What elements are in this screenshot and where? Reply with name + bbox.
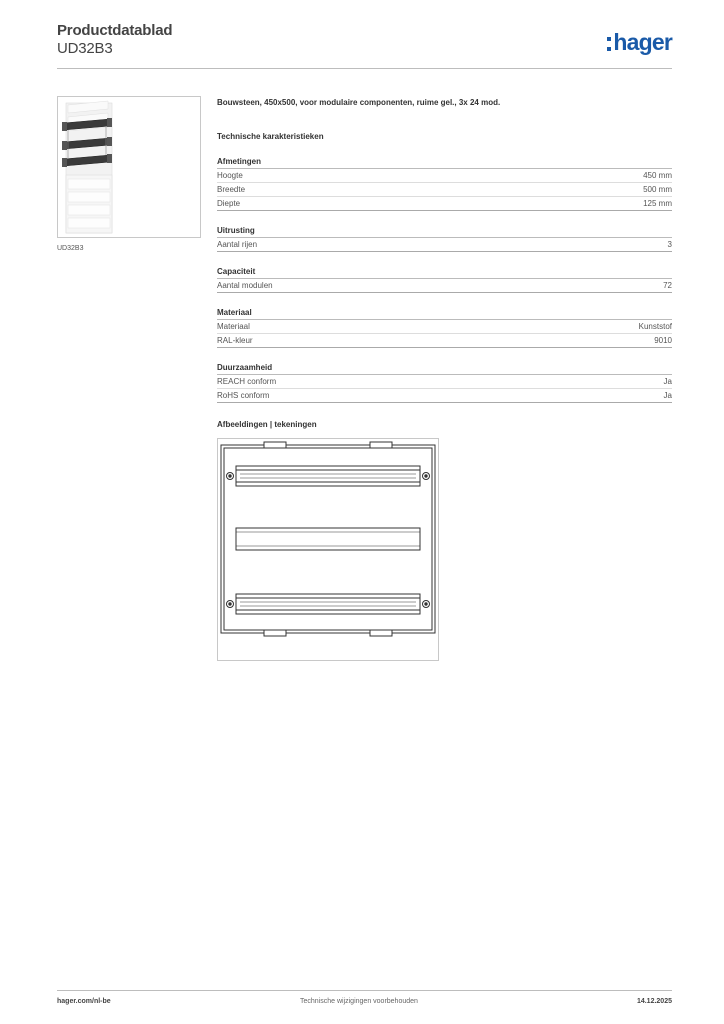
spec-group-dimensions [217,156,672,211]
spec-row [217,320,672,334]
spec-value: 3 [667,240,672,249]
footer-notice: Technische wijzigingen voorbehouden [300,998,418,1005]
spec-label: Hoogte [217,171,243,180]
specifications [217,97,672,403]
spec-value: Ja [663,377,672,386]
technical-heading: Technische karakteristieken [217,132,324,141]
logo-wordmark: hager [613,29,672,55]
footer-divider [57,990,672,991]
spec-row [217,279,672,293]
spec-value: Ja [663,391,672,400]
spec-value: 500 mm [643,185,672,194]
spec-group-title: Afmetingen [217,156,672,169]
spec-label: Aantal rijen [217,240,258,249]
spec-row [217,238,672,252]
spec-value: 450 mm [643,171,672,180]
product-caption: UD32B3 [57,245,84,252]
spec-label: RoHS conform [217,391,270,400]
spec-group-title: Capaciteit [217,266,672,279]
product-description: Bouwsteen, 450x500, voor modulaire componenten, ruime gel., 3x 24 mod. [217,98,501,107]
header-divider [57,68,672,69]
spec-group-capacity [217,266,672,293]
spec-value: 9010 [654,336,672,345]
footer-date: 14.12.2025 [636,998,672,1005]
spec-label: Diepte [217,199,241,208]
technical-drawing [217,438,439,661]
spec-group-material [217,307,672,348]
spec-value: Kunststof [638,322,672,331]
spec-value: 125 mm [643,199,672,208]
technical-drawing-illustration [218,439,438,660]
spec-label: RAL-kleur [217,336,253,345]
footer-website-link[interactable]: hager.com/nl-be [57,998,111,1005]
product-photo-illustration [58,97,200,237]
logo-colon-icon [607,37,611,51]
spec-group-title: Materiaal [217,307,672,320]
spec-row [217,197,672,211]
spec-label: REACH conform [217,377,277,386]
spec-value: 72 [663,281,672,290]
spec-group-title: Uitrusting [217,225,672,238]
spec-label: Breedte [217,185,246,194]
spec-row [217,389,672,403]
document-title: Productdatablad [57,22,173,39]
spec-group-equipment [217,225,672,252]
spec-row [217,334,672,348]
spec-row [217,375,672,389]
product-code: UD32B3 [57,40,113,57]
spec-row [217,183,672,197]
spec-label: Materiaal [217,322,250,331]
images-heading: Afbeeldingen | tekeningen [217,420,317,429]
spec-group-title: Duurzaamheid [217,362,672,375]
product-photo [57,96,201,238]
spec-label: Aantal modulen [217,281,273,290]
hager-logo[interactable] [607,29,672,55]
spec-row [217,169,672,183]
spec-group-sustainability [217,362,672,403]
